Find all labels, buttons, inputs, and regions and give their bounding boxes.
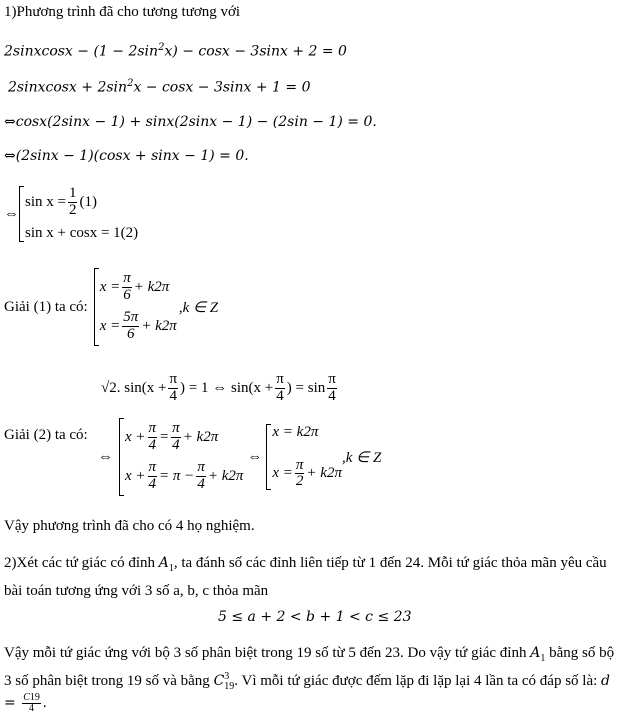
conclusion-1: Vậy phương trình đã cho có 4 họ nghiệm. bbox=[4, 518, 255, 534]
equation-3: ⇔cosx(2sinx − 1) + sinx(2sinx − 1) − (2sin − 1) = 0. bbox=[4, 114, 377, 130]
solve-2-label: Giải (2) ta có: bbox=[4, 427, 88, 443]
part2-paragraph-1: 2)Xét các tứ giác có đỉnh $A_1$, ta đánh số các đỉnh liên tiếp từ 1 đến 24. Mỗi tứ giác thỏa mãn yêu cầu bài toán tương ứng với 3 số a, b, c thỏa mãn bbox=[4, 555, 607, 599]
solve-1: Giải (1) ta có: x = $\frac{\pi}{6}$ + k2π x = $\frac{5\pi}{6}$ + k2π ,k ∈ Z bbox=[4, 268, 218, 346]
sqrt-equation: √2 . sin(x + $\frac{\pi}{4}$ ) = 1 ⇔ sin(x + $\frac{\pi}{4}$ ) = sin $\frac{\pi}{4}$ bbox=[101, 371, 336, 404]
equivalence-symbol: ⇔ bbox=[4, 205, 19, 222]
equation-4: ⇔(2sinx − 1)(cosx + sinx − 1) = 0. bbox=[4, 148, 249, 164]
inequality: 5 ≤ a + 2 < b + 1 < c ≤ 23 bbox=[218, 609, 412, 625]
solve-2: ⇔ x + $\frac{\pi}{4}$ = $\frac{\pi}{4}$ + k2π x + $\frac{\pi}{4}$ = π − $\frac{\pi}{4}$ + k2π ⇔ x = k2π x = $\frac{\pi}{2}$ + k2π ,k ∈ Z bbox=[98, 418, 381, 496]
system-1: ⇔ sin x = $\frac{1}{2}$ (1) sin x + cosx = 1(2) bbox=[4, 185, 139, 241]
equation-2: 2sinxcosx + $2\sin^2x - \cos x - 3\sin x + 1 = 0$ bbox=[8, 78, 311, 96]
part2-paragraph-2: Vậy mỗi tứ giác ứng với bộ 3 số phân biệt trong 19 số từ 5 đến 23. Do vậy tứ giác đỉnh $A_1$ bằng số bộ 3 số phân biệt trong 19 số và bằng C 3 19 . Vì mỗi tứ giác được đếm lặp đi lặp lại 4 lần ta có đáp số là: d = $\frac{C19}{4}$ . bbox=[4, 645, 615, 715]
equation-1: 2sinxcosx − $(1 - 2\sin^2x) - \cos x - 3\sin x + 2 = 0$ bbox=[4, 42, 347, 60]
part1-intro: 1)Phương trình đã cho tương tương với bbox=[4, 4, 241, 20]
